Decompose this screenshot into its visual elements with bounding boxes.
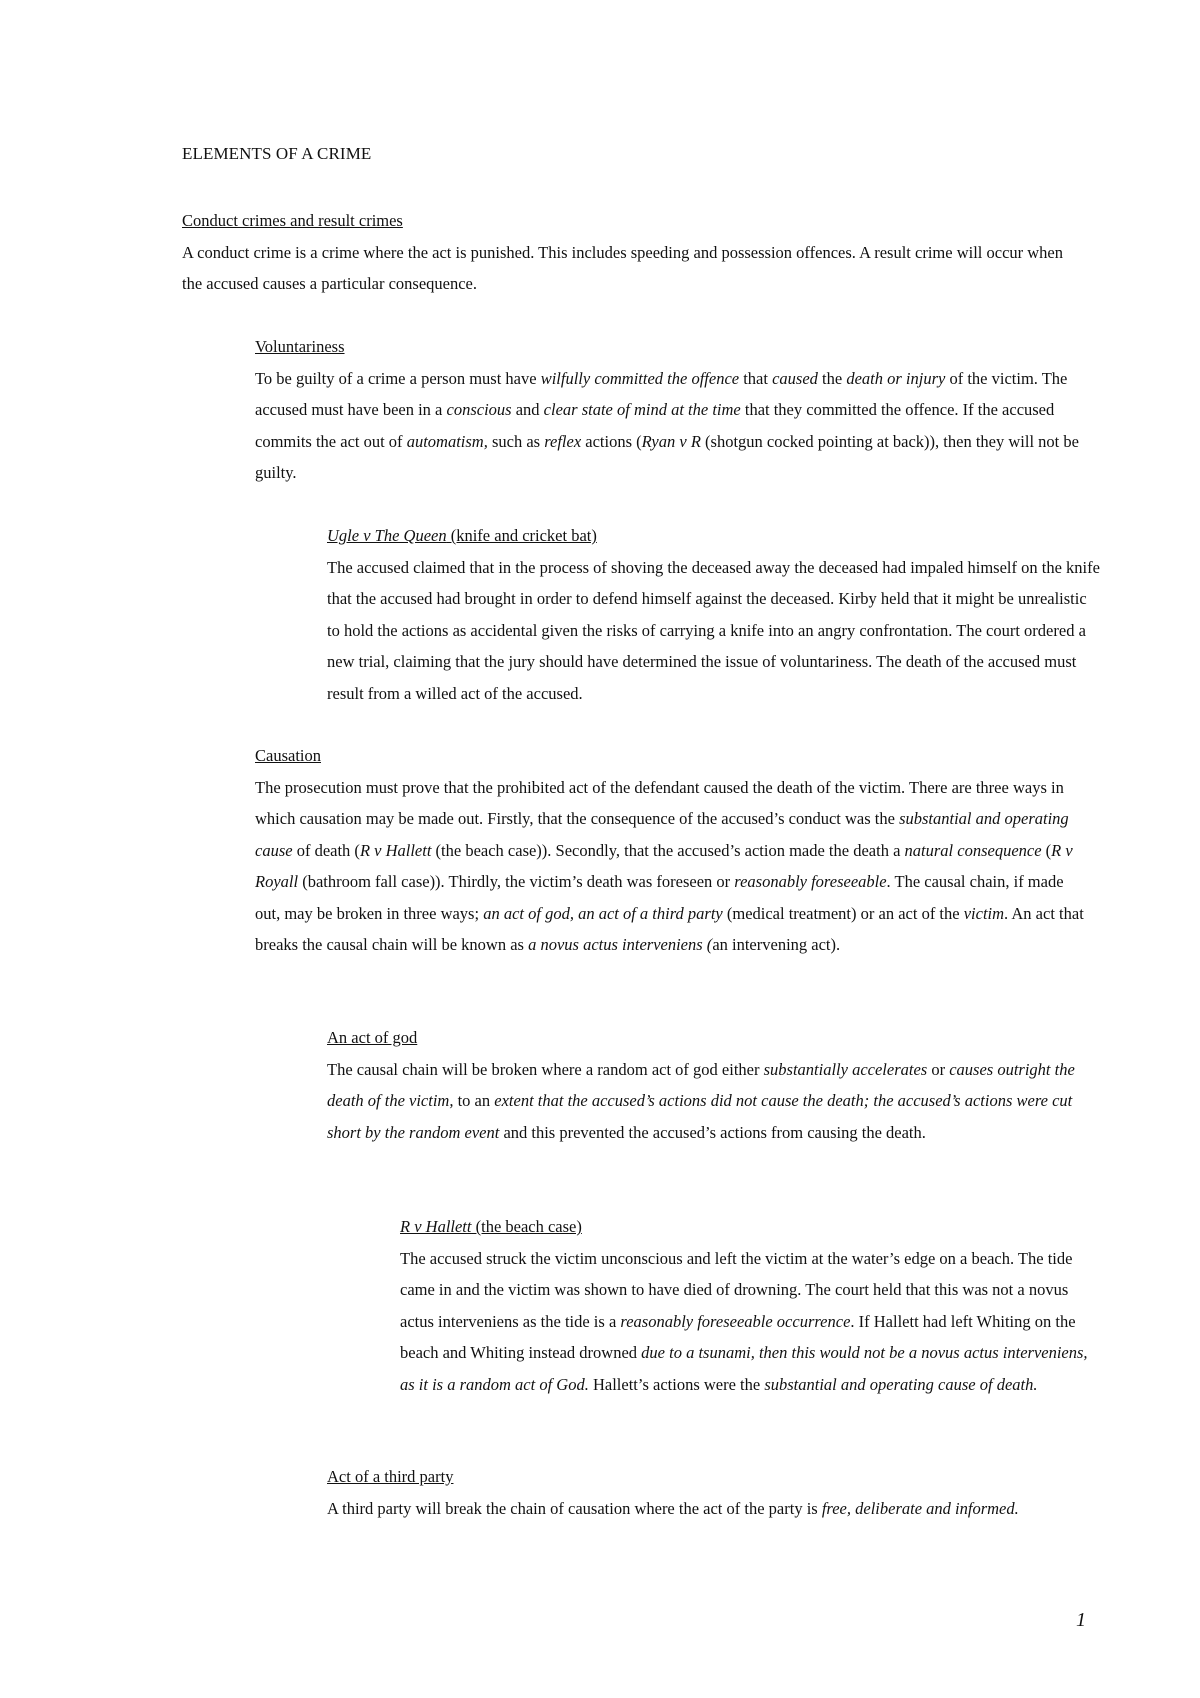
case-ugle: [327, 520, 1102, 709]
section-body: To be guilty of a crime a person must have wilfully committed the offence that caused the death or injury of the victim. The accused must have been in a conscious and clear state of mind at the time that they committed the offence. If the accused commits the act out of automatism, such as reflex actions (Ryan v R (shotgun cocked pointing at back)), then they will not be guilty.: [255, 368, 1079, 482]
section-heading: Causation: [255, 746, 321, 765]
section-heading: An act of god: [327, 1028, 418, 1047]
section-causation: [255, 740, 1090, 961]
case-hallett: [400, 1211, 1100, 1400]
section-act-of-god: [327, 1022, 1097, 1148]
section-conduct-crimes: [182, 205, 1082, 300]
section-body: The causal chain will be broken where a random act of god either substantially accelerates or causes outright the death of the victim, to an extent that the accused’s actions did not cause the death; the accused’s actions were cut short by the random event and this prevented the accused’s actions from causing the death.: [327, 1059, 1075, 1142]
section-act-of-third-party: [327, 1461, 1057, 1524]
section-body: The prosecution must prove that the prohibited act of the defendant caused the death of the victim. There are three ways in which causation may be made out. Firstly, that the consequence of the accused’s conduct was the substantial and operating cause of death (R v Hallett (the beach case)). Secondly, that the accused’s action made the death a natural consequence (R v Royall (bathroom fall case)). Thirdly, the victim’s death was foreseen or reasonably foreseeable. The causal chain, if made out, may be broken in three ways; an act of god, an act of a third party (medical treatment) or an act of the victim. An act that breaks the causal chain will be known as a novus actus interveniens (an intervening act).: [255, 777, 1084, 954]
case-body: The accused claimed that in the process of shoving the deceased away the deceased had impaled himself on the knife that the accused had brought in order to defend himself against the deceased. Kirby held that it might be unrealistic to hold the actions as accidental given the risks of carrying a knife into an angry confrontation. The court ordered a new trial, claiming that the jury should have determined the issue of voluntariness. The death of the accused must result from a willed act of the accused.: [327, 557, 1100, 703]
page-number: 1: [1076, 1609, 1086, 1631]
section-body: A conduct crime is a crime where the act is punished. This includes speeding and possession offences. A result crime will occur when the accused causes a particular consequence.: [182, 242, 1064, 293]
document-title: ELEMENTS OF A CRIME: [182, 144, 372, 163]
section-voluntariness: [255, 331, 1085, 489]
section-heading: Act of a third party: [327, 1467, 454, 1486]
section-body: A third party will break the chain of causation where the act of the party is free, deliberate and informed.: [327, 1498, 1019, 1518]
section-heading: Conduct crimes and result crimes: [182, 211, 403, 230]
case-body: The accused struck the victim unconscious and left the victim at the water’s edge on a beach. The tide came in and the victim was shown to have died of drowning. The court held that this was not a novus actus interveniens as the tide is a reasonably foreseeable occurrence. If Hallett had left Whiting on the beach and Whiting instead drowned due to a tsunami, then this would not be a novus actus interveniens, as it is a random act of God. Hallett’s actions were the substantial and operating cause of death.: [400, 1248, 1088, 1394]
section-heading: Voluntariness: [255, 337, 345, 356]
case-heading: R v Hallett (the beach case): [400, 1217, 582, 1236]
case-heading: Ugle v The Queen (knife and cricket bat): [327, 526, 597, 545]
